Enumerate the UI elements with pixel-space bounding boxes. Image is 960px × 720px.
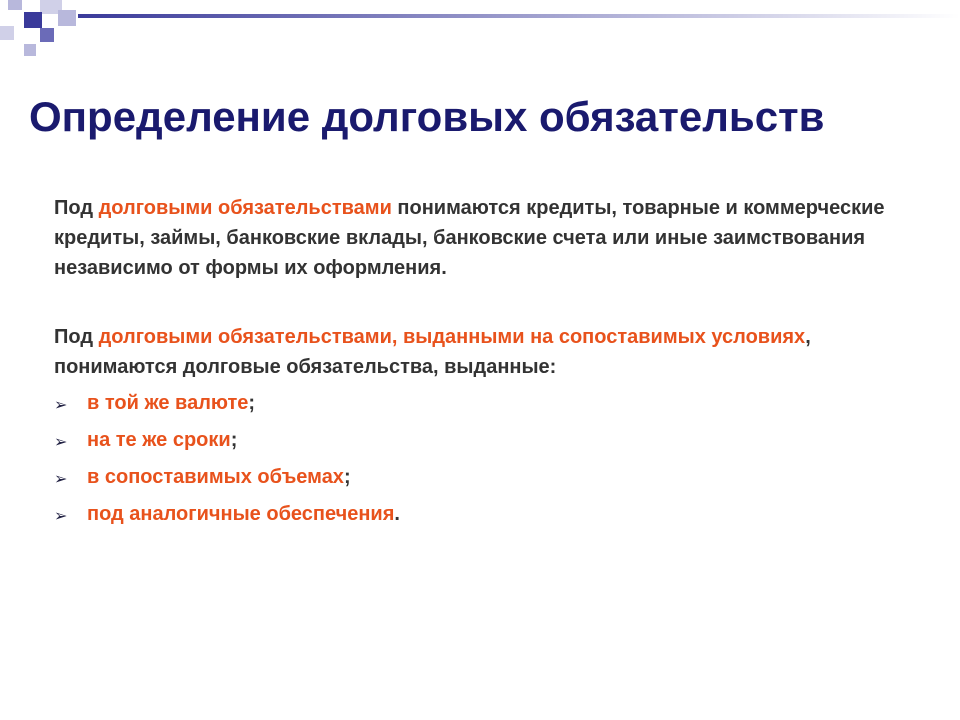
paragraph-text: , понимаются долговые обязательства, выданные: (54, 326, 811, 378)
deco-square (40, 28, 54, 42)
list-item-punctuation: . (394, 503, 400, 525)
list-item (54, 388, 400, 425)
list-item-text: под аналогичные обеспечения (87, 503, 395, 525)
list-item-text: в сопоставимых объемах (87, 466, 344, 488)
header-gradient-bar (78, 14, 960, 18)
list-item (54, 499, 400, 536)
definition-paragraph (54, 193, 914, 283)
list-item-punctuation: ; (230, 429, 238, 451)
highlighted-term: долговыми обязательствами, выданными на сопоставимых условиях (98, 326, 806, 348)
deco-square (58, 10, 76, 26)
paragraph-text: понимаются кредиты, товарные и коммерческие кредиты, займы, банковские вклады, банковские счета или иные заимствования независимо от формы их оформления. (54, 197, 885, 279)
paragraph-prefix: Под (54, 197, 99, 219)
highlighted-term: долговыми обязательствами (98, 197, 392, 219)
list-item-text: на те же сроки (87, 429, 231, 451)
list-item-text: в той же валюте (87, 392, 249, 414)
arrow-bullet-icon: ➢ (54, 471, 68, 488)
list-item-punctuation: ; (248, 392, 256, 414)
list-item-punctuation: ; (343, 466, 351, 488)
arrow-bullet-icon: ➢ (54, 397, 68, 414)
header-decoration (0, 0, 960, 60)
deco-square (0, 26, 14, 40)
deco-square (24, 44, 36, 56)
arrow-bullet-icon: ➢ (54, 434, 68, 451)
paragraph-prefix: Под (54, 326, 99, 348)
comparable-terms-paragraph (54, 322, 914, 382)
arrow-bullet-icon: ➢ (54, 508, 68, 525)
list-item (54, 425, 400, 462)
conditions-list (54, 388, 400, 536)
deco-square (8, 0, 22, 10)
list-item (54, 462, 400, 499)
deco-square (24, 12, 42, 28)
slide-title: Определение долговых обязательств (29, 93, 825, 140)
